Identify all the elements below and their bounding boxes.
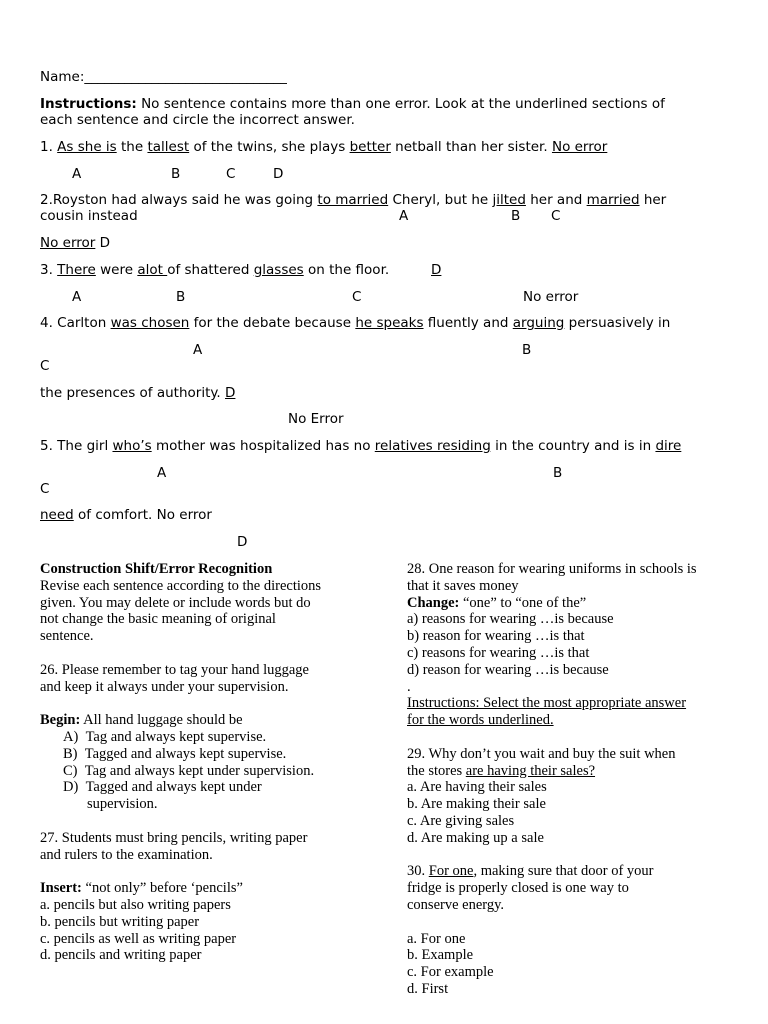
q4-no-error: No Error	[288, 411, 344, 427]
q3-option-c[interactable]: glasses	[253, 262, 304, 278]
left-column	[40, 561, 390, 964]
name-line	[40, 69, 287, 86]
instructions-text: No sentence contains more than one error. Look at the underlined sections of	[136, 96, 665, 112]
q30-option-c[interactable]: c. For example	[407, 964, 494, 981]
q5-option-d[interactable]: need	[40, 507, 74, 523]
instructions-line-1	[40, 96, 665, 113]
q5-option-a[interactable]: who’s	[112, 438, 152, 454]
q5-letter-d: D	[237, 534, 248, 550]
q26-text: and keep it always under your supervision.	[40, 678, 289, 695]
q30-text: conserve energy.	[407, 896, 505, 913]
q26-begin: Begin: All hand luggage should be	[40, 712, 243, 729]
q29-option-d[interactable]: d. Are making up a sale	[407, 829, 544, 846]
q1-letter-a: A	[72, 166, 82, 182]
section-instructions: Instructions: Select the most appropriate answer	[407, 695, 687, 712]
q2-option-c[interactable]: married	[586, 192, 640, 208]
q30-option-b[interactable]: b. Example	[407, 947, 474, 964]
q29-text: 29. Why don’t you wait and buy the suit when	[407, 745, 676, 762]
q3-option-a[interactable]: There	[57, 262, 96, 278]
q29-text: the stores are having their sales?	[407, 762, 596, 779]
section-heading: Construction Shift/Error Recognition	[40, 561, 273, 577]
intro-line: not change the basic meaning of original	[40, 611, 276, 628]
q26-text: 26. Please remember to tag your hand luggage	[40, 661, 309, 678]
q2-line-3: No error D	[40, 235, 111, 251]
q27-option-a[interactable]: a. pencils but also writing papers	[40, 896, 231, 913]
q4-line-2: the presences of authority. D	[40, 385, 236, 401]
question-1: 1. As she is the tallest of the twins, she plays better netball than her sister. No error	[40, 139, 608, 155]
instructions-line-2: each sentence and circle the incorrect answer.	[40, 112, 355, 128]
q29-option-c[interactable]: c. Are giving sales	[407, 812, 515, 829]
question-4: 4. Carlton was chosen for the debate because he speaks fluently and arguing persuasively in	[40, 315, 671, 331]
q30-option-a[interactable]: a. For one	[407, 930, 466, 947]
q2-letter-c: C	[551, 208, 561, 224]
q1-letter-c: C	[226, 166, 236, 182]
q3-letter-a: A	[72, 289, 82, 305]
question-3: 3. There were alot of shattered glasses on the floor.	[40, 262, 390, 278]
name-blank[interactable]: ______________________________	[84, 69, 287, 85]
q26-option-c[interactable]: C) Tag and always kept under supervision.	[63, 762, 315, 779]
q27-text: and rulers to the examination.	[40, 846, 213, 863]
q1-letter-d: D	[273, 166, 284, 182]
q28-text: 28. One reason for wearing uniforms in schools is	[407, 561, 697, 577]
q26-option-a[interactable]: A) Tag and always kept supervise.	[63, 728, 267, 745]
q1-option-c[interactable]: better	[349, 139, 391, 155]
q28-text: that it saves money	[407, 577, 519, 594]
q5-option-b[interactable]: relatives residing	[374, 438, 491, 454]
q4-option-b[interactable]: he speaks	[355, 315, 424, 331]
q5-line-2: need of comfort. No error	[40, 507, 212, 523]
q2-letter-b: B	[511, 208, 521, 224]
q28-option-c[interactable]: c) reasons for wearing …is that	[407, 644, 590, 661]
q30-option-d[interactable]: d. First	[407, 980, 449, 997]
q1-option-d[interactable]: No error	[551, 139, 608, 155]
q29-option-a[interactable]: a. Are having their sales	[407, 779, 547, 796]
q5-option-c[interactable]: dire	[655, 438, 682, 454]
right-column	[407, 561, 737, 998]
intro-line: given. You may delete or include words but do	[40, 594, 311, 611]
q2-option-d[interactable]: No error	[40, 235, 96, 251]
q1-option-b[interactable]: tallest	[147, 139, 190, 155]
question-5: 5. The girl who’s mother was hospitalized has no relatives residing in the country and is in dire	[40, 438, 682, 454]
question-2: 2.Royston had always said he was going to married Cheryl, but he jilted her and married her	[40, 192, 667, 208]
q5-letter-a: A	[157, 465, 167, 481]
q2-option-a[interactable]: to married	[317, 192, 389, 208]
q4-option-c[interactable]: arguing	[512, 315, 565, 331]
q3-letter-no-error: No error	[523, 289, 579, 305]
q2-option-b[interactable]: jilted	[492, 192, 526, 208]
intro-line: sentence.	[40, 628, 94, 645]
q4-letter-a: A	[193, 342, 203, 358]
section-instructions: for the words underlined.	[407, 712, 554, 729]
q4-option-d[interactable]: D	[225, 385, 236, 401]
q4-letter-b: B	[522, 342, 532, 358]
q3-letter-c: C	[352, 289, 362, 305]
q27-text: 27. Students must bring pencils, writing paper	[40, 829, 308, 846]
intro-line: Revise each sentence according to the directions	[40, 577, 322, 594]
q3-letter-b: B	[176, 289, 186, 305]
q2-line-2: cousin instead	[40, 208, 138, 224]
q29-option-b[interactable]: b. Are making their sale	[407, 796, 546, 813]
q27-insert: Insert: “not only” before ‘pencils”	[40, 880, 243, 897]
q1-option-a[interactable]: As she is	[57, 139, 117, 155]
q28-option-a[interactable]: a) reasons for wearing …is because	[407, 611, 614, 628]
q26-option-d[interactable]: D) Tagged and always kept under	[63, 779, 262, 796]
stray-dot: .	[407, 678, 411, 695]
q28-option-d[interactable]: d) reason for wearing …is because	[407, 661, 609, 678]
q5-letter-b: B	[553, 465, 563, 481]
q3-option-b[interactable]: alot	[137, 262, 168, 278]
q5-letter-c: C	[40, 481, 50, 497]
q26-option-b[interactable]: B) Tagged and always kept supervise.	[63, 745, 287, 762]
q27-option-c[interactable]: c. pencils as well as writing paper	[40, 930, 237, 947]
name-label: Name:	[40, 69, 85, 85]
q2-letter-a: A	[399, 208, 409, 224]
instructions-label: Instructions:	[40, 96, 137, 112]
q3-option-d[interactable]: D	[431, 262, 442, 278]
q30-text: fridge is properly closed is one way to	[407, 880, 629, 897]
q27-option-b[interactable]: b. pencils but writing paper	[40, 913, 200, 930]
q1-letter-b: B	[171, 166, 181, 182]
q28-option-b[interactable]: b) reason for wearing …is that	[407, 628, 585, 645]
q26-option-d-cont: supervision.	[87, 796, 158, 813]
q27-option-d[interactable]: d. pencils and writing paper	[40, 947, 202, 964]
q4-letter-c: C	[40, 358, 50, 374]
q4-option-a[interactable]: was chosen	[110, 315, 190, 331]
q30-text: 30. For one, making sure that door of your	[407, 863, 654, 880]
q28-change: Change: “one” to “one of the”	[407, 594, 587, 611]
